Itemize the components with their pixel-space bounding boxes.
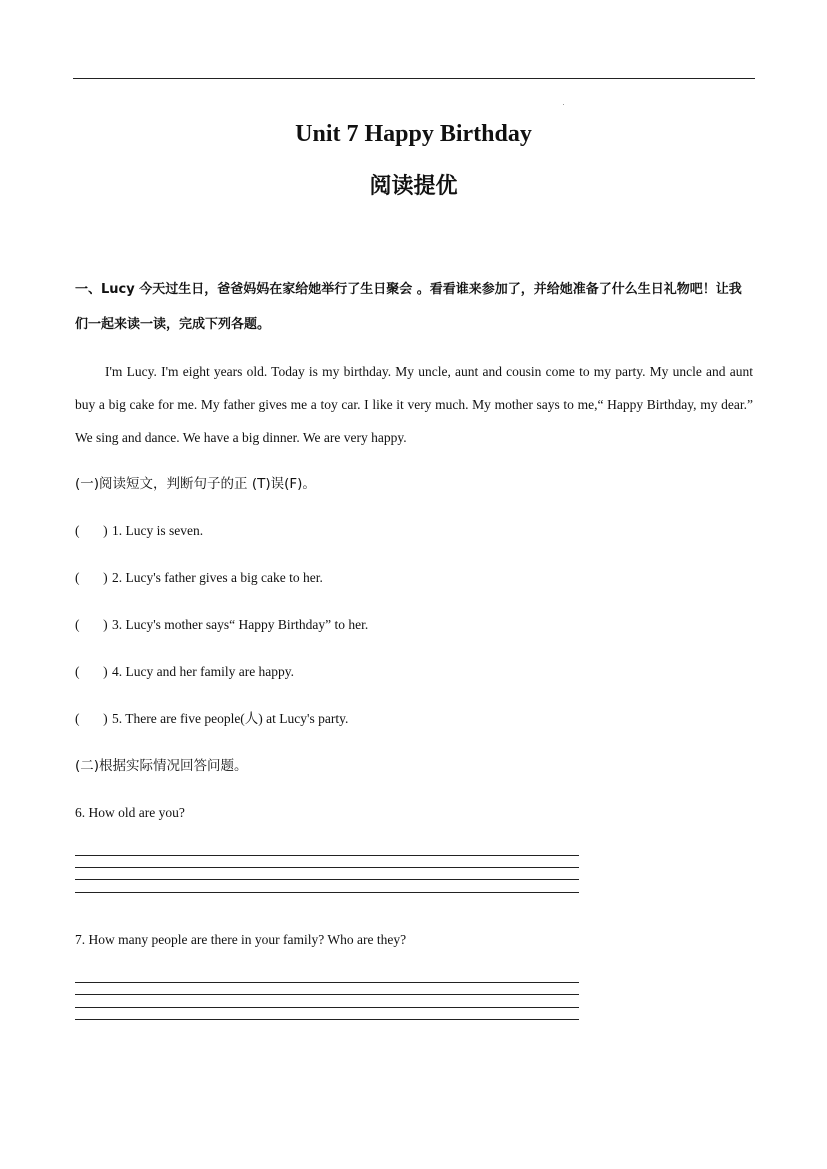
tf-item-text: 1. Lucy is seven. [112, 523, 204, 538]
tf-item-3 [75, 614, 368, 636]
answer-blank[interactable]: ( ) [75, 570, 108, 585]
answer-blank[interactable]: ( ) [75, 664, 108, 679]
answer-line[interactable] [75, 1019, 579, 1020]
part1-heading: (一)阅读短文，判断句子的正 (T)误(F)。 [75, 476, 316, 492]
answer-line[interactable] [75, 855, 579, 856]
tf-item-text: 4. Lucy and her family are happy. [112, 664, 295, 679]
answer-line[interactable] [75, 982, 579, 983]
tf-item-text: 5. There are five people(人) at Lucy's party. [112, 711, 349, 726]
page-title: Unit 7 Happy Birthday [295, 121, 532, 147]
answer-line[interactable] [75, 994, 579, 995]
tf-item-text: 2. Lucy's father gives a big cake to her. [112, 570, 323, 585]
decorative-dot [563, 104, 564, 105]
question-6: 6. How old are you? [75, 805, 185, 820]
answer-blank[interactable]: ( ) [75, 711, 108, 726]
part2-heading: (二)根据实际情况回答问题。 [75, 758, 248, 774]
header-rule [73, 78, 755, 79]
tf-item-4 [75, 661, 294, 683]
tf-item-5 [75, 708, 348, 730]
question-7: 7. How many people are there in your family? Who are they? [75, 932, 407, 947]
answer-line[interactable] [75, 867, 579, 868]
page-subtitle: 阅读提优 [369, 174, 458, 199]
answer-blank[interactable]: ( ) [75, 617, 108, 632]
answer-line[interactable] [75, 879, 579, 880]
answer-line[interactable] [75, 892, 579, 893]
tf-item-1 [75, 520, 203, 542]
answer-blank[interactable]: ( ) [75, 523, 108, 538]
tf-item-2 [75, 567, 323, 589]
reading-passage: I'm Lucy. I'm eight years old. Today is my birthday. My uncle, aunt and cousin come to my party. My uncle and aunt buy a big cake for me. My father gives me a toy car. I like it very much. My mother says to me,“ Happy Birthday, my dear.” We sing and dance. We have a big dinner. We are very happy. [75, 364, 753, 445]
section-intro: 一、Lucy 今天过生日，爸爸妈妈在家给她举行了生日聚会 。看看谁来参加了，并给她准备了什么生日礼物吧！让我们一起来读一读，完成下列各题。 [75, 282, 742, 332]
tf-item-text: 3. Lucy's mother says“ Happy Birthday” to her. [112, 617, 369, 632]
answer-line[interactable] [75, 1007, 579, 1008]
